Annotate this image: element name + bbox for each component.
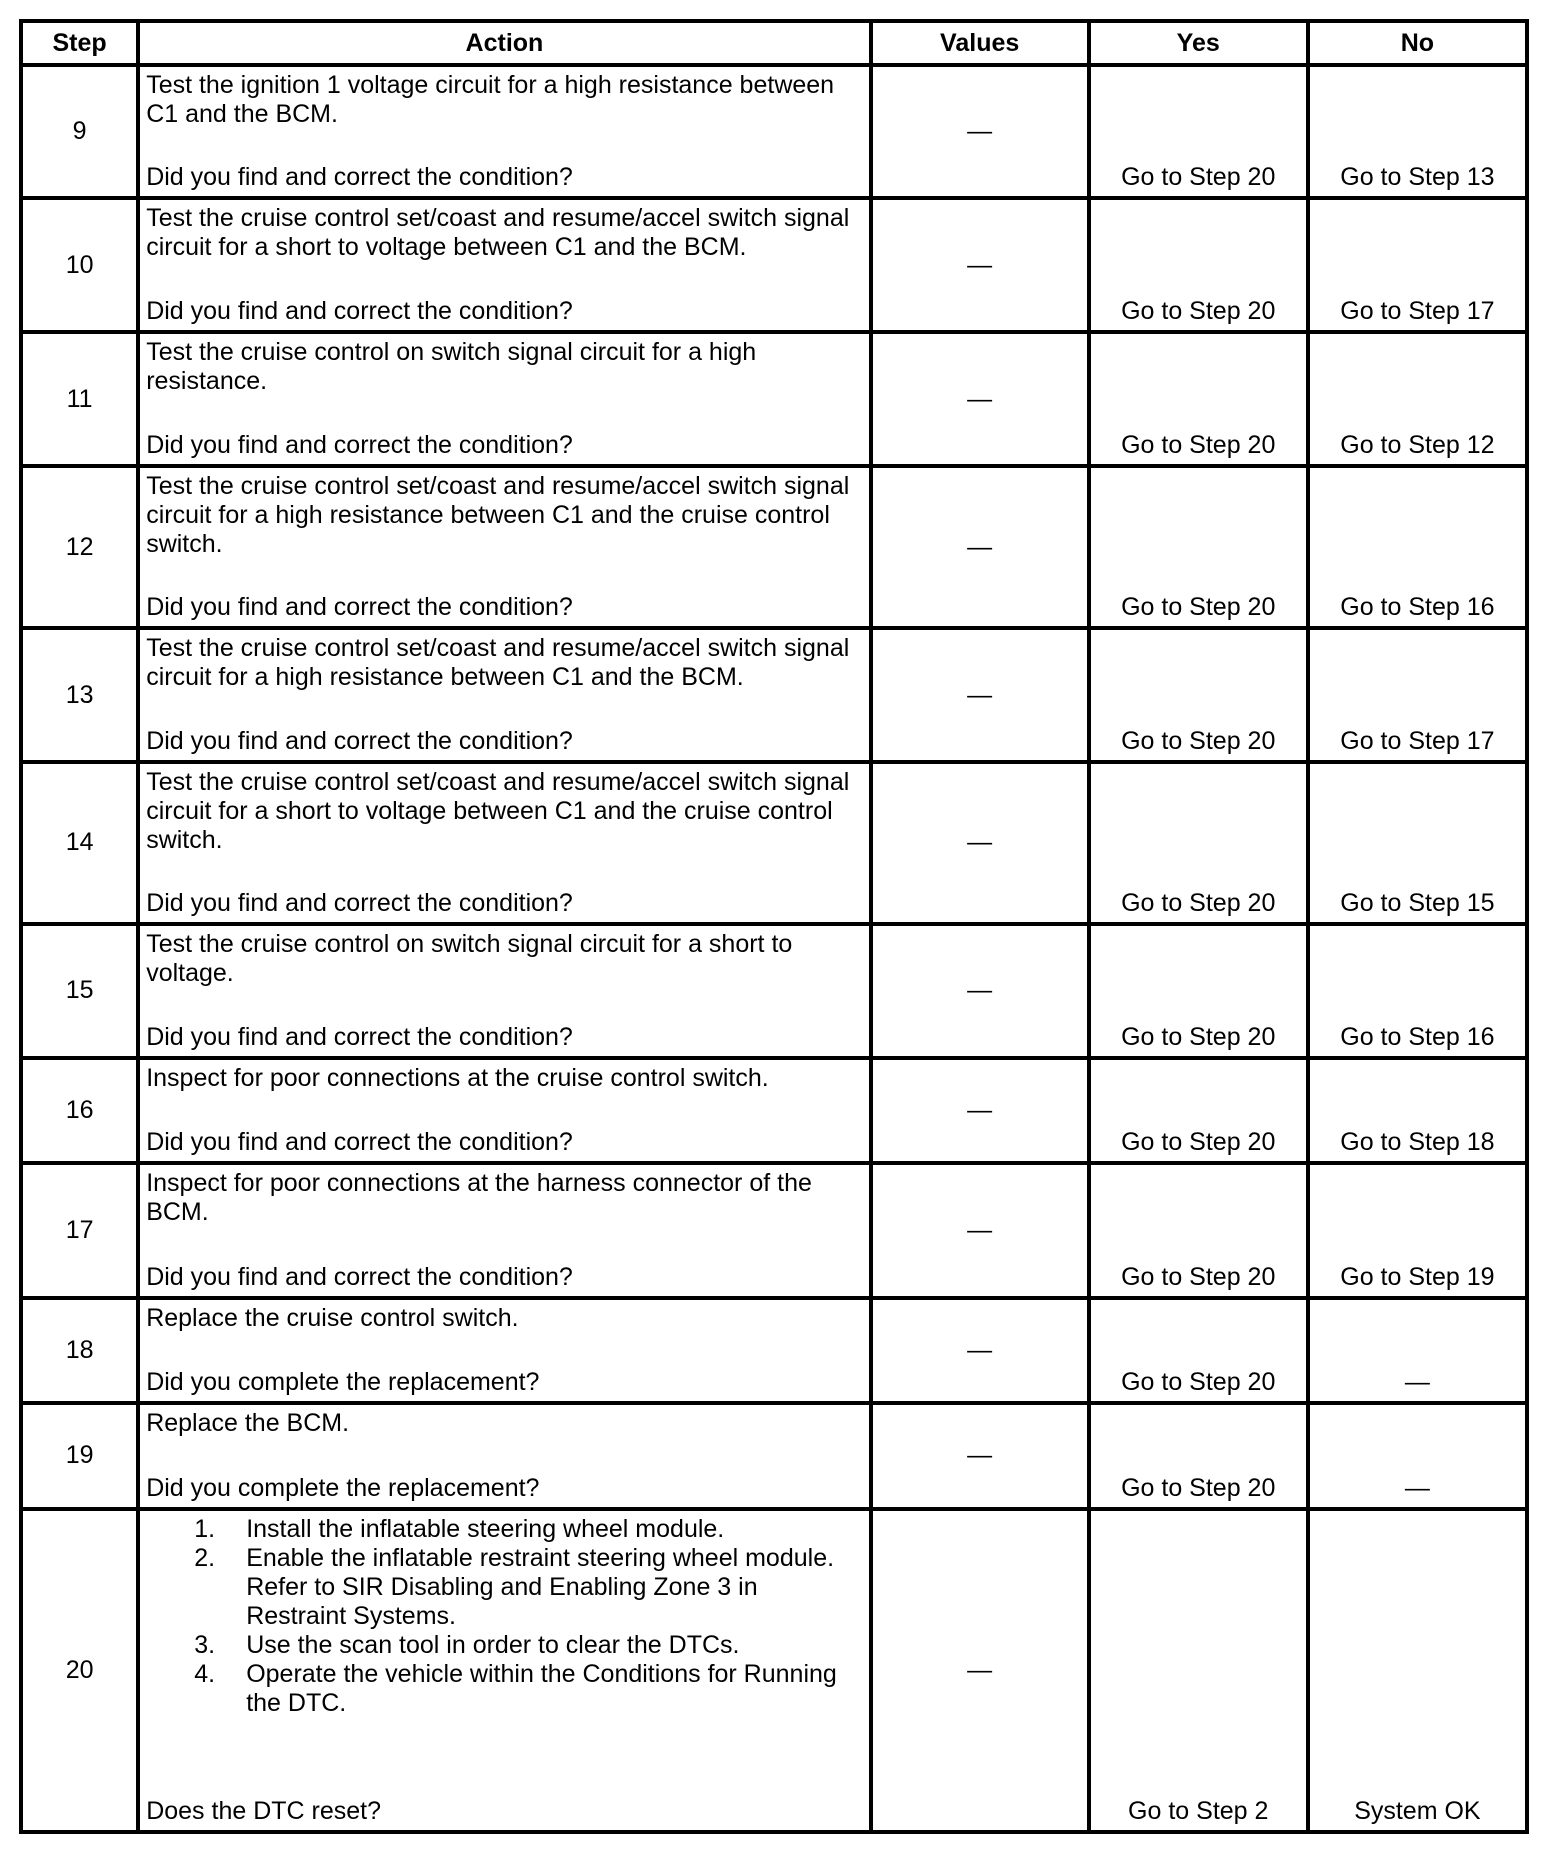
step-number: 20 <box>21 1509 138 1832</box>
list-item <box>194 1659 862 1718</box>
list-item-number: 2. <box>194 1543 216 1572</box>
action-question: Did you find and correct the condition? <box>146 727 573 756</box>
header-step: Step <box>21 21 138 65</box>
step-number: 19 <box>21 1403 138 1508</box>
no-cell: Go to Step 16 <box>1308 924 1527 1058</box>
action-cell <box>138 1509 870 1832</box>
values-cell: — <box>871 762 1089 924</box>
action-text: Test the cruise control set/coast and resume/accel switch signal circuit for a high resistance between C1 and the BCM. <box>146 633 850 691</box>
action-question: Did you find and correct the condition? <box>146 592 573 621</box>
action-cell <box>138 924 870 1058</box>
no-cell: Go to Step 12 <box>1308 332 1527 466</box>
yes-cell: Go to Step 20 <box>1089 198 1308 332</box>
diagnostic-steps-table <box>19 19 1529 1834</box>
values-cell: — <box>871 198 1089 332</box>
values-cell: — <box>871 1509 1089 1832</box>
values-cell: — <box>871 1298 1089 1403</box>
step-number: 13 <box>21 628 138 762</box>
step-number: 12 <box>21 466 138 628</box>
list-item-number: 3. <box>194 1630 216 1659</box>
table-row <box>21 924 1527 1058</box>
values-cell: — <box>871 1058 1089 1163</box>
table-row <box>21 1163 1527 1297</box>
action-cell <box>138 1163 870 1297</box>
list-item-text: Enable the inflatable restraint steering wheel module. Refer to SIR Disabling and Enabling Zone 3 in Restraint Systems. <box>246 1543 835 1630</box>
list-item-text: Operate the vehicle within the Conditions for Running the DTC. <box>246 1659 837 1717</box>
list-item <box>194 1543 862 1631</box>
action-cell <box>138 65 870 198</box>
yes-cell: Go to Step 20 <box>1089 628 1308 762</box>
no-cell: Go to Step 17 <box>1308 198 1527 332</box>
header-no: No <box>1308 21 1527 65</box>
header-values: Values <box>871 21 1089 65</box>
values-cell: — <box>871 65 1089 198</box>
action-cell <box>138 1403 870 1508</box>
action-question: Did you complete the replacement? <box>146 1368 540 1397</box>
no-cell: System OK <box>1308 1509 1527 1832</box>
action-text: Inspect for poor connections at the cruise control switch. <box>146 1063 769 1092</box>
table-row <box>21 332 1527 466</box>
header-row <box>21 21 1527 65</box>
step-number: 15 <box>21 924 138 1058</box>
no-cell: Go to Step 15 <box>1308 762 1527 924</box>
action-question: Did you find and correct the condition? <box>146 163 573 191</box>
action-text: Replace the cruise control switch. <box>146 1303 519 1332</box>
yes-cell: Go to Step 20 <box>1089 762 1308 924</box>
step-number: 10 <box>21 198 138 332</box>
step-number: 11 <box>21 332 138 466</box>
step-number: 17 <box>21 1163 138 1297</box>
values-cell: — <box>871 628 1089 762</box>
action-cell <box>138 762 870 924</box>
action-question: Did you find and correct the condition? <box>146 1022 573 1051</box>
action-text: Test the cruise control set/coast and resume/accel switch signal circuit for a high resistance between C1 and the cruise control switch. <box>146 472 850 559</box>
yes-cell: Go to Step 20 <box>1089 1403 1308 1508</box>
no-cell: Go to Step 19 <box>1308 1163 1527 1297</box>
action-text: Replace the BCM. <box>146 1409 350 1438</box>
table-row <box>21 628 1527 762</box>
yes-cell: Go to Step 20 <box>1089 466 1308 628</box>
list-item <box>194 1630 862 1660</box>
procedure-list <box>146 1515 862 1718</box>
step-number: 9 <box>21 65 138 198</box>
action-question: Did you find and correct the condition? <box>146 1128 573 1157</box>
no-cell: Go to Step 13 <box>1308 65 1527 198</box>
values-cell: — <box>871 1403 1089 1508</box>
yes-cell: Go to Step 2 <box>1089 1509 1308 1832</box>
action-question: Did you find and correct the condition? <box>146 1262 573 1291</box>
list-item <box>194 1514 862 1544</box>
yes-cell: Go to Step 20 <box>1089 65 1308 198</box>
action-question: Did you find and correct the condition? <box>146 431 573 460</box>
action-text: Inspect for poor connections at the harness connector of the BCM. <box>146 1169 812 1227</box>
table-row <box>21 762 1527 924</box>
step-number: 18 <box>21 1298 138 1403</box>
action-question: Did you find and correct the condition? <box>146 297 573 326</box>
action-cell <box>138 1298 870 1403</box>
table-row <box>21 65 1527 198</box>
action-text: Test the ignition 1 voltage circuit for a high resistance between C1 and the BCM. <box>146 71 835 128</box>
header-action: Action <box>138 21 870 65</box>
values-cell: — <box>871 466 1089 628</box>
no-cell: Go to Step 16 <box>1308 466 1527 628</box>
action-cell <box>138 332 870 466</box>
action-question: Did you complete the replacement? <box>146 1473 540 1502</box>
no-cell: Go to Step 17 <box>1308 628 1527 762</box>
yes-cell: Go to Step 20 <box>1089 332 1308 466</box>
yes-cell: Go to Step 20 <box>1089 1058 1308 1163</box>
table-row <box>21 1058 1527 1163</box>
yes-cell: Go to Step 20 <box>1089 924 1308 1058</box>
table-row <box>21 1403 1527 1508</box>
values-cell: — <box>871 332 1089 466</box>
action-cell <box>138 628 870 762</box>
values-cell: — <box>871 1163 1089 1297</box>
action-text: Test the cruise control on switch signal circuit for a high resistance. <box>146 338 757 396</box>
list-item-number: 1. <box>194 1514 216 1543</box>
action-cell <box>138 198 870 332</box>
list-item-text: Install the inflatable steering wheel module. <box>246 1514 725 1543</box>
list-item-number: 4. <box>194 1659 216 1688</box>
header-yes: Yes <box>1089 21 1308 65</box>
action-question: Does the DTC reset? <box>146 1797 382 1825</box>
yes-cell: Go to Step 20 <box>1089 1298 1308 1403</box>
no-cell: Go to Step 18 <box>1308 1058 1527 1163</box>
action-text: Test the cruise control set/coast and resume/accel switch signal circuit for a short to voltage between C1 and the BCM. <box>146 204 850 261</box>
action-text: Test the cruise control on switch signal circuit for a short to voltage. <box>146 929 793 987</box>
no-cell: — <box>1308 1403 1527 1508</box>
table-row <box>21 1298 1527 1403</box>
table-row <box>21 198 1527 332</box>
action-text: Test the cruise control set/coast and resume/accel switch signal circuit for a short to voltage between C1 and the cruise control switch. <box>146 768 850 855</box>
table-row <box>21 1509 1527 1832</box>
action-cell <box>138 1058 870 1163</box>
step-number: 14 <box>21 762 138 924</box>
no-cell: — <box>1308 1298 1527 1403</box>
step-number: 16 <box>21 1058 138 1163</box>
yes-cell: Go to Step 20 <box>1089 1163 1308 1297</box>
values-cell: — <box>871 924 1089 1058</box>
action-question: Did you find and correct the condition? <box>146 888 573 917</box>
list-item-text: Use the scan tool in order to clear the DTCs. <box>246 1630 740 1659</box>
action-cell <box>138 466 870 628</box>
table-row <box>21 466 1527 628</box>
